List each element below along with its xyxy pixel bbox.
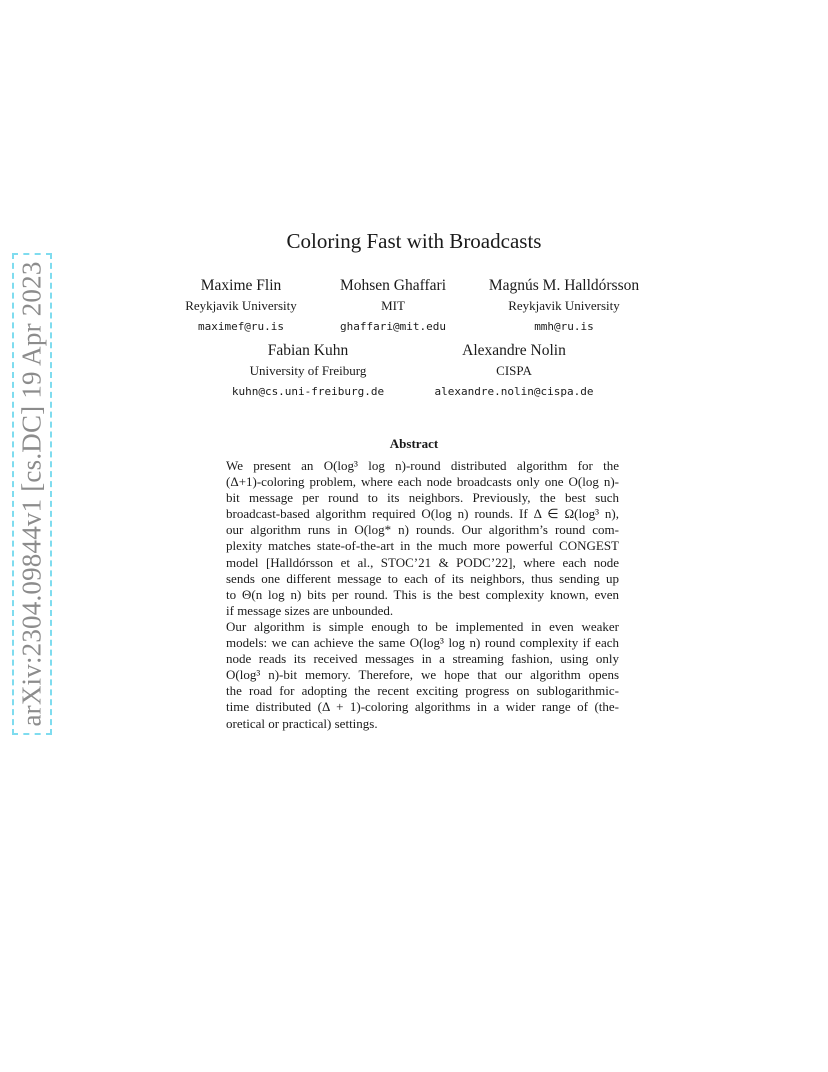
author-name: Alexandre Nolin xyxy=(462,342,566,359)
abstract-line: Our algorithm is simple enough to be implemented in even weaker xyxy=(226,618,619,634)
author-name: Mohsen Ghaffari xyxy=(339,277,447,294)
abstract-line: (Δ+1)-coloring problem, where each node broadcasts only one O(log n)- xyxy=(226,474,619,490)
abstract-line: oretical or practical) settings. xyxy=(226,715,378,731)
paper-title: Coloring Fast with Broadcasts xyxy=(286,229,542,253)
abstract-line: broadcast-based algorithm required O(log n) rounds. If Δ ∈ Ω(log³ n), xyxy=(226,506,619,522)
author-affiliation: University of Freiburg xyxy=(249,363,367,378)
abstract-line: plexity matches state-of-the-art in the much more powerful CONGEST xyxy=(226,538,619,554)
author-affiliation: Reykjavik University xyxy=(185,298,297,313)
author-block xyxy=(208,341,408,402)
author-block xyxy=(464,276,664,337)
author-block xyxy=(414,341,614,402)
abstract-line: models: we can achieve the same O(log³ log n) round complexity if each xyxy=(226,635,619,651)
abstract-line: model [Halldórsson et al., STOC’21 & PODC’22], where each node xyxy=(226,554,619,570)
author-email: ghaffari@mit.edu xyxy=(340,320,446,333)
abstract-line: the road for adopting the recent exciting progress on sublogarithmic- xyxy=(226,683,619,699)
author-email: kuhn@cs.uni-freiburg.de xyxy=(231,385,385,398)
author-email: alexandre.nolin@cispa.de xyxy=(434,385,594,398)
abstract-line: to Θ(n log n) bits per round. This is the best complexity known, even xyxy=(226,586,619,602)
author-name: Fabian Kuhn xyxy=(267,342,349,359)
author-affiliation: Reykjavik University xyxy=(508,298,620,313)
abstract-line: sends one different message to each of its neighbors, thus sending up xyxy=(226,570,619,586)
abstract-line: our algorithm runs in O(log* n) rounds. Our algorithm’s round com- xyxy=(226,522,619,538)
abstract-line: We present an O(log³ log n)-round distributed algorithm for the xyxy=(226,458,619,473)
author-block xyxy=(293,276,493,337)
arxiv-side-stamp xyxy=(12,253,52,735)
author-email: maximef@ru.is xyxy=(197,320,285,333)
author-affiliation: MIT xyxy=(381,298,405,313)
arxiv-identifier: arXiv:2304.09844v1 [cs.DC] 19 Apr 2023 xyxy=(16,261,47,727)
abstract-paragraph-1 xyxy=(206,458,619,619)
abstract-line: if message sizes are unbounded. xyxy=(226,602,394,618)
abstract-body xyxy=(206,458,619,732)
abstract-line: time distributed (Δ + 1)-coloring algorithms in a wider range of (the- xyxy=(226,699,619,715)
abstract-paragraph-2 xyxy=(206,619,619,732)
abstract-line: O(log³ n)-bit memory. Therefore, we hope that our algorithm opens xyxy=(226,667,619,683)
author-affiliation: CISPA xyxy=(496,363,532,378)
author-email: mmh@ru.is xyxy=(534,320,594,333)
author-name: Magnús M. Halldórsson xyxy=(488,277,640,294)
abstract-line: node reads its received messages in a streaming fashion, using only xyxy=(226,651,619,667)
abstract-line: bit message per round to its neighbors. Previously, the best such xyxy=(226,490,619,506)
author-name: Maxime Flin xyxy=(200,277,282,294)
abstract-heading: Abstract xyxy=(389,436,439,451)
